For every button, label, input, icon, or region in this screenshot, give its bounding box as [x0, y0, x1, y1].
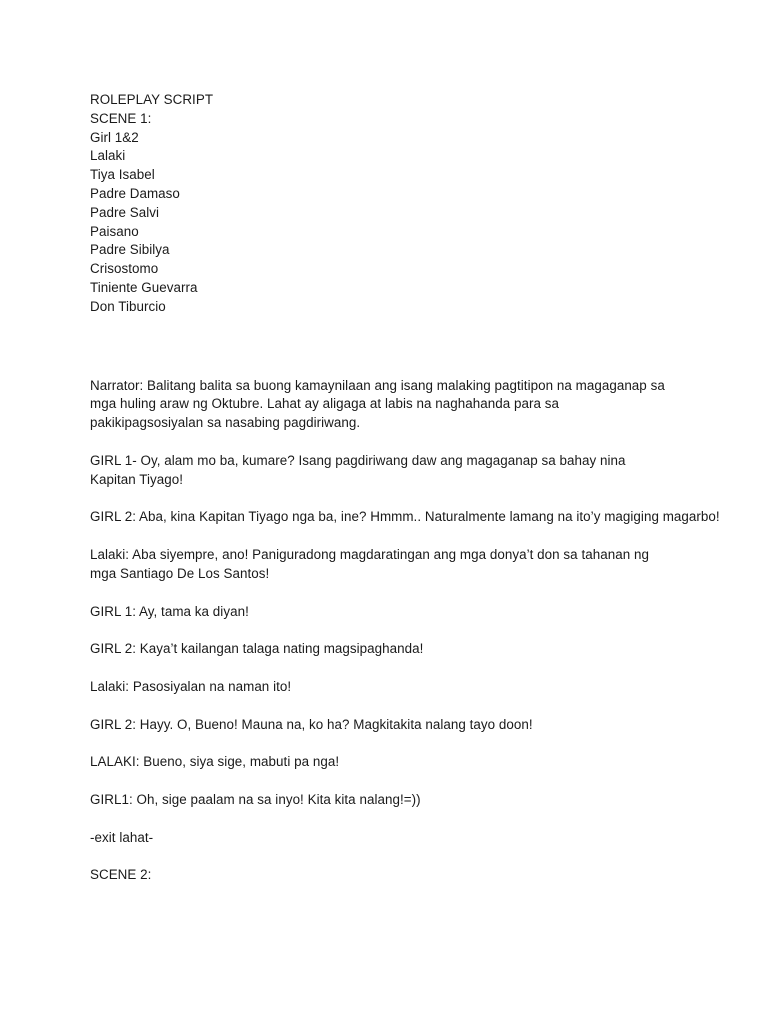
dialogue-block [90, 377, 720, 886]
cast-item: Padre Salvi [90, 204, 160, 220]
dialogue-line: GIRL 1: Ay, tama ka diyan! [90, 603, 249, 619]
cast-item: Crisostomo [90, 261, 159, 277]
stage-direction: -exit lahat- [90, 829, 154, 845]
dialogue-line: Lalaki: Aba siyempre, ano! Paniguradong magdaratingan ang mga donya’t don sa tahanan ng mga Santiago De Los Santos! [90, 547, 649, 581]
scene-heading: SCENE 1: [90, 110, 152, 126]
cast-item: Don Tiburcio [90, 298, 166, 314]
cast-item: Girl 1&2 [90, 129, 139, 145]
script-title: ROLEPLAY SCRIPT [90, 92, 214, 107]
dialogue-line: GIRL 2: Kaya’t kailangan talaga nating magsipaghanda! [90, 641, 424, 657]
scene-heading: SCENE 2: [90, 867, 152, 883]
script-header [90, 91, 690, 317]
dialogue-line: GIRL 1- Oy, alam mo ba, kumare? Isang pagdiriwang daw ang magaganap sa bahay nina Kapitan Tiyago! [90, 452, 626, 487]
cast-item: Padre Sibilya [90, 242, 170, 258]
cast-item: Tiniente Guevarra [90, 279, 198, 295]
narrator-line: Narrator: Balitang balita sa buong kamaynilaan ang isang malaking pagtitipon na magaganap sa mga huling araw ng Oktubre. Lahat ay aligaga at labis na naghahanda para sa pakikipagsosiyalan sa nasabing pagdiriwang. [90, 377, 665, 431]
cast-item: Padre Damaso [90, 185, 180, 201]
dialogue-line: GIRL 2: Hayy. O, Bueno! Mauna na, ko ha? Magkitakita nalang tayo doon! [90, 716, 533, 732]
blank-space [90, 317, 690, 377]
dialogue-line: Lalaki: Pasosiyalan na naman ito! [90, 678, 292, 694]
cast-item: Paisano [90, 223, 139, 239]
dialogue-line: GIRL 2: Aba, kina Kapitan Tiyago nga ba, ine? Hmmm.. Naturalmente lamang na ito’y magiging magarbo! [90, 509, 720, 525]
cast-item: Tiya Isabel [90, 167, 155, 183]
cast-item: Lalaki [90, 148, 126, 164]
dialogue-line: LALAKI: Bueno, siya sige, mabuti pa nga! [90, 754, 340, 770]
dialogue-line: GIRL1: Oh, sige paalam na sa inyo! Kita kita nalang!=)) [90, 791, 421, 807]
document-page [90, 91, 720, 904]
